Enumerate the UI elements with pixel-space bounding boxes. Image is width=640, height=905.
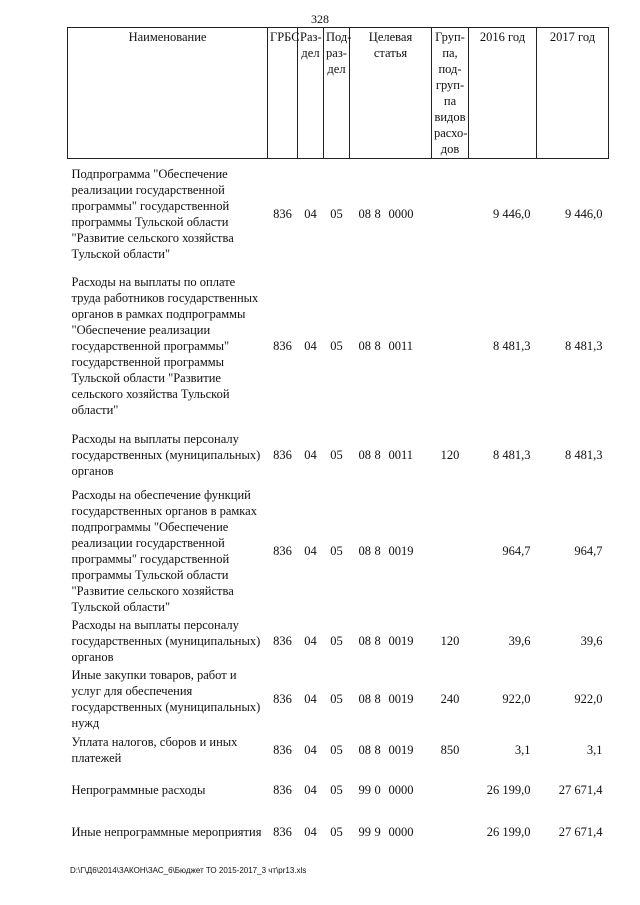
target-article-part: 8 <box>374 206 381 221</box>
target-article-part: 8 <box>374 543 381 558</box>
row-grbs: 836 <box>273 338 292 353</box>
row-name: Расходы на выплаты по оплате труда работников государственных органов в рамках подпрограммы "Обеспечение реализации государственной программы" государственной программы Тульской области "Развитие сельского хозяйства Тульской области" <box>71 274 259 417</box>
row-name: Иные закупки товаров, работ и услуг для обеспечения государственных (муниципальных) нужд <box>71 667 261 730</box>
row-grbs: 836 <box>273 742 292 757</box>
row-podrazdel: 05 <box>330 824 343 839</box>
row-name: Расходы на обеспечение функций государственных органов в рамках подпрограммы "Обеспечение реализации государственной программы" государственной программы Тульской области "Развитие сельского хозяйства Тульской области" <box>71 487 257 614</box>
budget-table <box>67 27 609 853</box>
row-expense-group <box>432 269 469 423</box>
row-razdel: 04 <box>304 782 317 797</box>
row-target-article <box>350 615 432 667</box>
row-2016: 9 446,0 <box>493 206 531 221</box>
row-2017: 3,1 <box>586 742 603 757</box>
row-grbs: 836 <box>273 206 292 221</box>
row-razdel: 04 <box>304 543 317 558</box>
target-article-part: 0011 <box>388 447 414 462</box>
row-razdel: 04 <box>304 691 317 706</box>
row-podrazdel: 05 <box>330 742 343 757</box>
row-expense-group: 120 <box>440 447 460 462</box>
target-article-part: 0019 <box>388 742 414 757</box>
table-row <box>68 769 609 811</box>
row-name: Подпрограмма "Обеспечение реализации государственной программы" государственной программы Тульской области "Развитие сельского хозяйства Тульской области" <box>71 166 234 261</box>
header-2017: 2017 год <box>537 28 609 159</box>
header-2016: 2016 год <box>469 28 537 159</box>
target-article-part: 0000 <box>388 782 414 797</box>
header-razdel: Раз-дел <box>298 28 324 159</box>
row-podrazdel: 05 <box>330 447 343 462</box>
target-article-part: 8 <box>374 633 381 648</box>
row-podrazdel: 05 <box>330 543 343 558</box>
target-article-part: 08 <box>358 543 371 558</box>
target-article-part: 0019 <box>388 633 414 648</box>
page-number: 328 <box>311 12 329 26</box>
row-grbs: 836 <box>273 782 292 797</box>
table-row <box>68 269 609 423</box>
row-2016: 39,6 <box>508 633 531 648</box>
row-2017: 922,0 <box>574 691 603 706</box>
target-article-part: 08 <box>358 447 371 462</box>
table-header-row <box>68 28 609 159</box>
target-article-part: 08 <box>358 338 371 353</box>
target-article-part: 8 <box>374 338 381 353</box>
row-podrazdel: 05 <box>330 206 343 221</box>
file-path-footer: D:\Г\Д6\2014\ЗАКОН\ЗАС_6\Бюджет ТО 2015-2017_3 чт\pr13.xls <box>70 866 307 875</box>
target-article-part: 08 <box>358 691 371 706</box>
row-grbs: 836 <box>273 824 292 839</box>
row-expense-group: 850 <box>440 742 460 757</box>
row-expense-group: 120 <box>440 633 460 648</box>
row-2017: 39,6 <box>580 633 603 648</box>
target-article-part: 99 <box>358 782 371 797</box>
row-grbs: 836 <box>273 633 292 648</box>
row-razdel: 04 <box>304 633 317 648</box>
row-expense-group <box>432 159 469 269</box>
table-row <box>68 159 609 269</box>
row-name: Расходы на выплаты персоналу государственных (муниципальных) органов <box>71 431 261 478</box>
target-article-part: 8 <box>374 447 381 462</box>
target-article-part: 0019 <box>388 691 414 706</box>
target-article-part: 0000 <box>388 824 414 839</box>
row-podrazdel: 05 <box>330 633 343 648</box>
row-grbs: 836 <box>273 691 292 706</box>
row-expense-group <box>432 811 469 853</box>
row-2017: 964,7 <box>574 543 603 558</box>
row-razdel: 04 <box>304 447 317 462</box>
row-2016: 8 481,3 <box>493 338 531 353</box>
row-2017: 8 481,3 <box>565 447 603 462</box>
row-2016: 964,7 <box>502 543 531 558</box>
target-article-part: 0000 <box>388 206 414 221</box>
row-2016: 8 481,3 <box>493 447 531 462</box>
row-target-article <box>350 269 432 423</box>
row-grbs: 836 <box>273 447 292 462</box>
row-name: Расходы на выплаты персоналу государственных (муниципальных) органов <box>71 617 261 664</box>
row-target-article <box>350 159 432 269</box>
target-article-part: 8 <box>374 691 381 706</box>
row-target-article <box>350 667 432 731</box>
row-2016: 3,1 <box>514 742 531 757</box>
target-article-part: 99 <box>358 824 371 839</box>
target-article-part: 08 <box>358 742 371 757</box>
header-name: Наименование <box>68 28 268 159</box>
row-target-article <box>350 731 432 769</box>
row-target-article <box>350 769 432 811</box>
target-article-part: 0019 <box>388 543 414 558</box>
header-grbs: ГРБС <box>268 28 298 159</box>
row-podrazdel: 05 <box>330 782 343 797</box>
row-razdel: 04 <box>304 742 317 757</box>
row-2016: 26 199,0 <box>486 824 531 839</box>
row-name: Непрограммные расходы <box>71 782 206 797</box>
header-expense-group: Груп-па, под-груп-па видов расхо-дов <box>432 28 469 159</box>
row-2016: 26 199,0 <box>486 782 531 797</box>
row-name: Иные непрограммные мероприятия <box>71 824 262 839</box>
table-row <box>68 487 609 615</box>
row-target-article <box>350 811 432 853</box>
row-grbs: 836 <box>273 543 292 558</box>
row-expense-group <box>432 769 469 811</box>
target-article-part: 0 <box>374 782 381 797</box>
row-podrazdel: 05 <box>330 691 343 706</box>
table-row <box>68 667 609 731</box>
row-target-article <box>350 423 432 487</box>
row-2017: 9 446,0 <box>565 206 603 221</box>
table-row <box>68 731 609 769</box>
target-article-part: 08 <box>358 206 371 221</box>
table-row <box>68 615 609 667</box>
row-expense-group: 240 <box>440 691 460 706</box>
table-row <box>68 423 609 487</box>
row-razdel: 04 <box>304 206 317 221</box>
target-article-part: 8 <box>374 742 381 757</box>
row-2017: 27 671,4 <box>558 824 603 839</box>
row-2017: 8 481,3 <box>565 338 603 353</box>
row-2016: 922,0 <box>502 691 531 706</box>
row-razdel: 04 <box>304 824 317 839</box>
table-row <box>68 811 609 853</box>
target-article-part: 0011 <box>388 338 414 353</box>
row-razdel: 04 <box>304 338 317 353</box>
target-article-part: 08 <box>358 633 371 648</box>
row-expense-group <box>432 487 469 615</box>
header-podrazdel: Под-раз-дел <box>324 28 350 159</box>
row-target-article <box>350 487 432 615</box>
row-2017: 27 671,4 <box>558 782 603 797</box>
row-name: Уплата налогов, сборов и иных платежей <box>71 734 238 765</box>
row-podrazdel: 05 <box>330 338 343 353</box>
header-target-article: Целевая статья <box>350 28 432 159</box>
target-article-part: 9 <box>374 824 381 839</box>
